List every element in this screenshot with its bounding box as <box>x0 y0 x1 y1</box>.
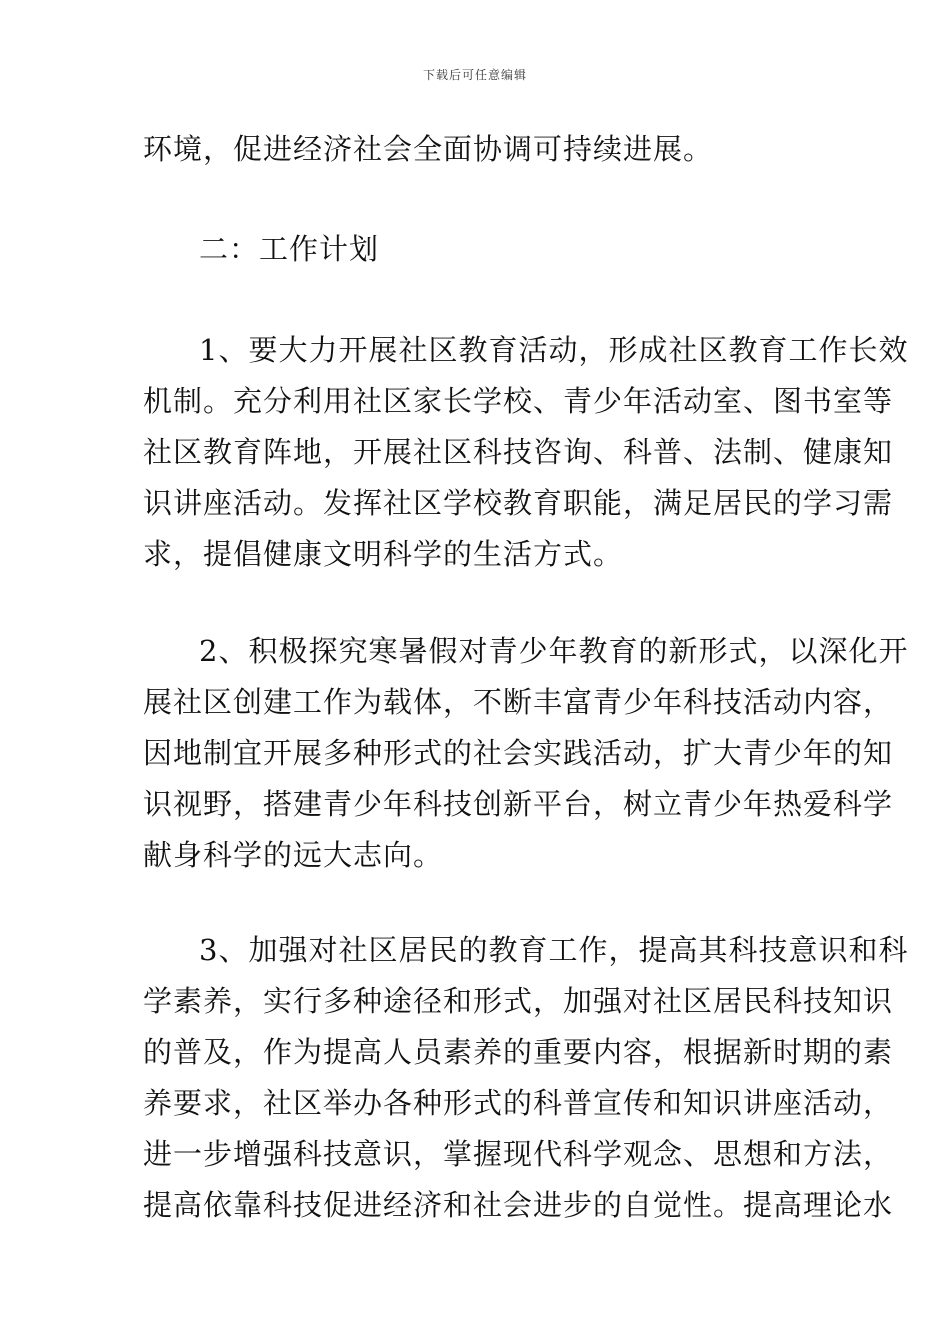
page-header: 下载后可任意编辑 <box>422 68 527 82</box>
section-heading <box>143 224 807 275</box>
text-line: 献身科学的远大志向。 <box>143 838 444 872</box>
paragraph-item-2 <box>143 626 909 881</box>
text-line: 识视野，搭建青少年科技创新平台，树立青少年热爱科学 <box>143 787 894 821</box>
text-line: 的普及，作为提高人员素养的重要内容，根据新时期的素 <box>143 1035 894 1069</box>
text-line: 求，提倡健康文明科学的生活方式。 <box>143 537 624 571</box>
text-line: 提高依靠科技促进经济和社会进步的自觉性。提高理论水 <box>143 1188 894 1222</box>
paragraph-item-3 <box>143 925 909 1231</box>
paragraph-continuation <box>143 124 807 175</box>
text-line: 环境，促进经济社会全面协调可持续进展。 <box>143 132 714 166</box>
text-line: 2、积极探究寒暑假对青少年教育的新形式，以深化开 <box>199 634 909 668</box>
paragraph-item-1 <box>143 325 909 580</box>
text-line: 养要求，社区举办各种形式的科普宣传和知识讲座活动， <box>143 1086 894 1120</box>
text-line: 机制。充分利用社区家长学校、青少年活动室、图书室等 <box>143 384 894 418</box>
text-line: 因地制宜开展多种形式的社会实践活动，扩大青少年的知 <box>143 736 894 770</box>
text-line: 展社区创建工作为载体，不断丰富青少年科技活动内容， <box>143 685 894 719</box>
text-line: 社区教育阵地，开展社区科技咨询、科普、法制、健康知 <box>143 435 894 469</box>
heading-line: 二：工作计划 <box>199 232 380 266</box>
text-line: 学素养，实行多种途径和形式，加强对社区居民科技知识 <box>143 984 894 1018</box>
text-line: 1、要大力开展社区教育活动，形成社区教育工作长效 <box>199 333 909 367</box>
text-line: 识讲座活动。发挥社区学校教育职能，满足居民的学习需 <box>143 486 894 520</box>
text-line: 3、加强对社区居民的教育工作，提高其科技意识和科 <box>199 933 909 967</box>
text-line: 进一步增强科技意识，掌握现代科学观念、思想和方法， <box>143 1137 894 1171</box>
